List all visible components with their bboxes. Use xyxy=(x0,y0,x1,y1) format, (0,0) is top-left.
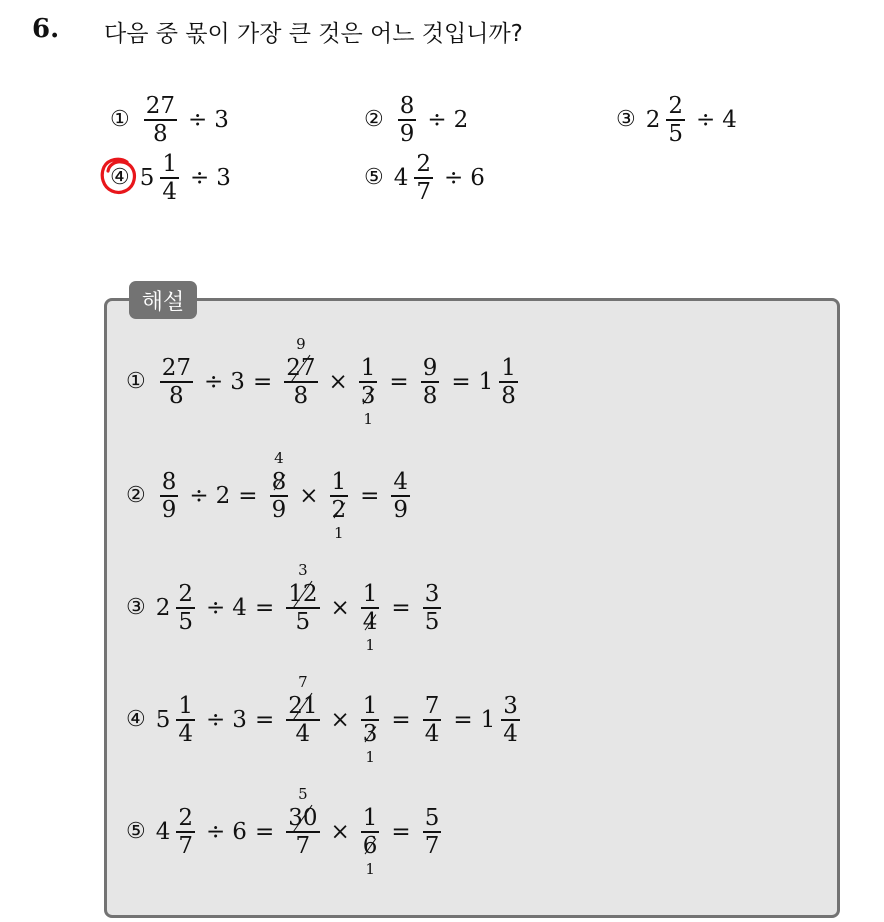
solution-step-2: ② $\frac{8}{9}$ ÷ 2 = 8 4 9 × 1 2 1 = $\frac{4}{9}$ xyxy=(126,449,409,543)
reduced-value: 1 xyxy=(365,860,375,879)
fraction: $\frac{2}{5}$ xyxy=(668,93,684,147)
divisor: 6 xyxy=(470,164,485,191)
choice-3[interactable] xyxy=(616,94,737,146)
fraction: $\frac{27}{8}$ xyxy=(161,355,192,409)
choice-number: ① xyxy=(110,107,130,133)
divisor: 2 xyxy=(453,106,469,133)
fraction: $\frac{3}{5}$ xyxy=(424,581,440,635)
cancelled-numerator: 27 9 xyxy=(286,335,316,381)
fraction: $\frac{8}{9}$ xyxy=(399,93,415,147)
fraction: $\frac{7}{4}$ xyxy=(424,693,440,747)
cancelled-numerator: 12 3 xyxy=(288,561,318,607)
fraction: $\frac{1}{4}$ xyxy=(178,693,194,747)
fraction: 1 4 1 xyxy=(362,581,378,655)
cancelled-numerator: 21 7 xyxy=(288,673,318,719)
divide-sign: ÷ xyxy=(427,106,447,133)
question-number: 6. xyxy=(32,14,60,44)
fraction: $\frac{2}{5}$ xyxy=(178,581,194,635)
choice-1[interactable] xyxy=(110,94,229,146)
fraction: 8 4 9 xyxy=(271,449,287,523)
fraction: 1 3 1 xyxy=(360,355,376,429)
fraction: $\frac{1}{4}$ xyxy=(162,151,178,205)
whole-number: 2 xyxy=(645,106,661,133)
answer-circle-mark xyxy=(100,156,138,196)
solution-step-3: ③ 2 $\frac{2}{5}$ ÷ 4 = 12 3 5 × 1 4 1 = $\frac{3}{5}$ xyxy=(126,561,440,655)
solution-step-5: ⑤ 4 $\frac{2}{7}$ ÷ 6 = 30 5 7 × 1 6 1 = $\frac{5}{7}$ xyxy=(126,785,440,879)
choice-5[interactable] xyxy=(364,152,485,204)
reduced-value: 1 xyxy=(365,748,375,767)
choice-number: ⑤ xyxy=(364,165,384,191)
fraction: $\frac{4}{9}$ xyxy=(393,469,409,523)
fraction: $\frac{2}{7}$ xyxy=(416,151,432,205)
divisor: 3 xyxy=(214,106,229,133)
reduced-value: 7 xyxy=(298,673,308,691)
reduced-value: 1 xyxy=(365,636,375,655)
cancelled-denominator: 2 1 xyxy=(331,496,347,543)
fraction: 12 3 5 xyxy=(288,561,318,635)
fraction: 30 5 7 xyxy=(288,785,318,859)
reduced-value: 3 xyxy=(298,561,308,579)
solution-step-4: ④ 5 $\frac{1}{4}$ ÷ 3 = 21 7 4 × 1 3 1 = $\frac{7}{4}$ = 1 $\frac{3}{4}$ xyxy=(126,673,518,767)
step-number: ④ xyxy=(126,707,146,733)
question-text: 다음 중 몫이 가장 큰 것은 어느 것입니까? xyxy=(104,21,523,47)
fraction: $\frac{5}{7}$ xyxy=(424,805,440,859)
cancelled-denominator: 4 1 xyxy=(362,608,378,655)
choice-number: ④ xyxy=(110,165,130,191)
cancelled-numerator: 8 4 xyxy=(271,449,287,495)
reduced-value: 1 xyxy=(334,524,344,543)
fraction: 1 2 1 xyxy=(331,469,347,543)
step-number: ① xyxy=(126,369,146,395)
cancelled-denominator: 3 1 xyxy=(362,720,378,767)
divisor: 3 xyxy=(216,164,231,191)
whole-number: 4 xyxy=(393,164,409,191)
fraction: $\frac{2}{7}$ xyxy=(178,805,194,859)
cancelled-denominator: 6 1 xyxy=(362,832,378,879)
divisor: 4 xyxy=(722,106,737,133)
reduced-value: 4 xyxy=(274,449,284,467)
divide-sign: ÷ xyxy=(188,106,208,133)
reduced-value: 9 xyxy=(296,335,306,353)
divide-sign: ÷ xyxy=(444,164,464,191)
fraction: 21 7 4 xyxy=(288,673,318,747)
choice-2[interactable] xyxy=(364,94,468,146)
solution-step-1: ① $\frac{27}{8}$ ÷ 3 = 27 9 8 × 1 3 1 = $\frac{9}{8}$ = 1 $\frac{1}{8}$ xyxy=(126,335,516,429)
fraction: 1 3 1 xyxy=(362,693,378,767)
fraction: 1 6 1 xyxy=(362,805,378,879)
choice-number: ② xyxy=(364,107,384,133)
solution-label: 해설 xyxy=(129,281,197,319)
divide-sign: ÷ xyxy=(190,164,210,191)
step-number: ② xyxy=(126,483,146,509)
fraction: $\frac{3}{4}$ xyxy=(503,693,518,747)
fraction: $\frac{1}{8}$ xyxy=(501,355,516,409)
reduced-value: 1 xyxy=(363,410,373,429)
step-number: ⑤ xyxy=(126,819,146,845)
fraction: $\frac{9}{8}$ xyxy=(422,355,438,409)
cancelled-numerator: 30 5 xyxy=(288,785,318,831)
cancelled-denominator: 3 1 xyxy=(360,382,376,429)
fraction: $\frac{27}{8}$ xyxy=(145,93,176,147)
fraction: 27 9 8 xyxy=(286,335,316,409)
divide-sign: ÷ xyxy=(696,106,716,133)
fraction: $\frac{8}{9}$ xyxy=(161,469,177,523)
reduced-value: 5 xyxy=(298,785,308,803)
whole-number: 5 xyxy=(139,164,155,191)
choice-number: ③ xyxy=(616,107,636,133)
step-number: ③ xyxy=(126,595,146,621)
